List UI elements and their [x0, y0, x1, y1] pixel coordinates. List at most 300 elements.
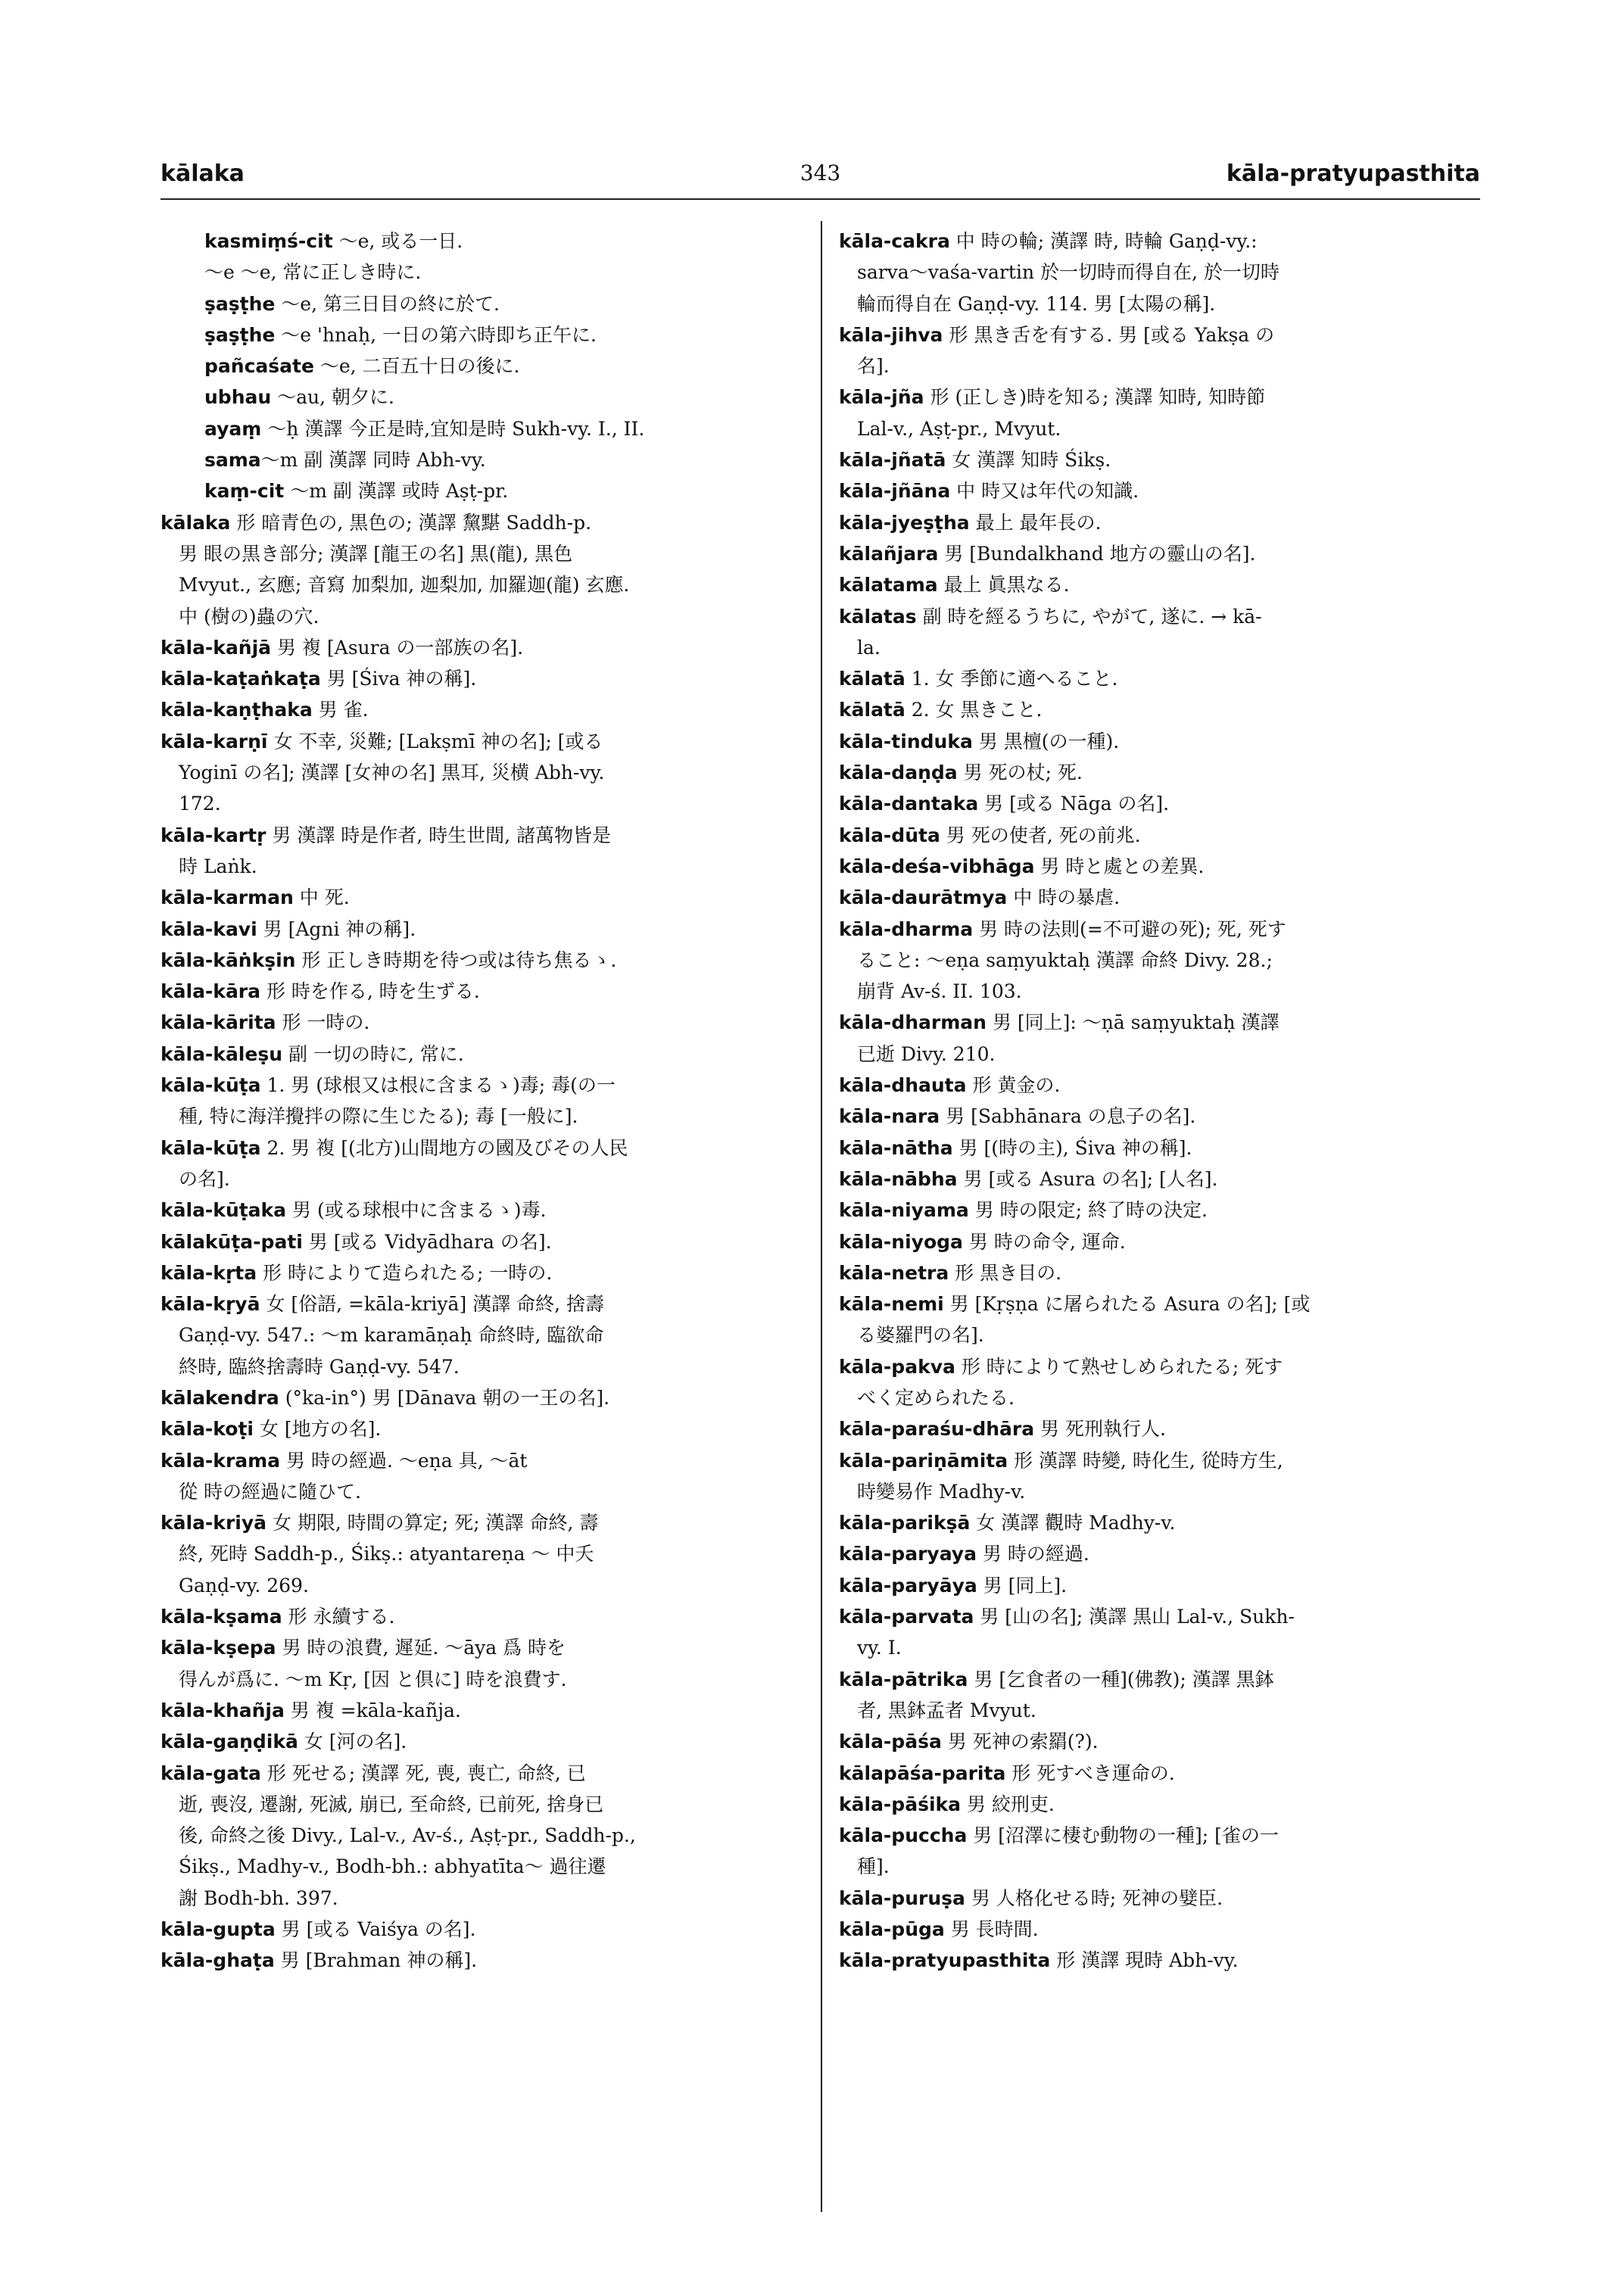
definition-text: 男 複 =kāla-kañja.: [284, 1699, 461, 1721]
dictionary-entry: [161, 694, 808, 725]
definition-text: 〜e 〜e, 常に正しき時に.: [204, 261, 422, 284]
dictionary-entry: [839, 1413, 1482, 1444]
definition-text: 中 (樹の)蟲の穴.: [179, 605, 320, 628]
dictionary-entry: [161, 726, 808, 757]
headword: kāla-nābha: [839, 1167, 958, 1190]
headword: kāla-pakva: [839, 1355, 955, 1378]
headword: kāla-kañjā: [161, 636, 272, 659]
definition-text: 中 時の暴虐.: [1007, 886, 1121, 909]
entry-continuation: [161, 569, 808, 600]
definition-text: 男 人格化せる時; 死神の嬖臣.: [965, 1886, 1223, 1909]
headword: kāla-tinduka: [839, 730, 973, 752]
dictionary-entry: [161, 444, 808, 475]
dictionary-entry: [839, 1538, 1482, 1569]
headword: kāla-kāṅkṣin: [161, 949, 296, 971]
headword: kāla-krama: [161, 1449, 281, 1472]
dictionary-entry: [161, 1914, 808, 1945]
entry-continuation: [839, 1476, 1482, 1507]
dictionary-entry: [161, 1632, 808, 1663]
dictionary-entry: [839, 1570, 1482, 1601]
definition-text: 男 [Brahman 神の稱].: [274, 1949, 478, 1972]
definition-text: 男 絞刑吏.: [961, 1793, 1055, 1815]
definition-text: 最上 眞黒なる.: [937, 574, 1070, 597]
dictionary-entry: [161, 382, 808, 413]
headword: kāla-jña: [839, 386, 924, 409]
definition-text: 男 [或る Nāga の名].: [978, 793, 1170, 815]
headword: kāla-ghaṭa: [161, 1949, 275, 1972]
headword: kāla-cakra: [839, 230, 950, 252]
entry-continuation: [161, 1351, 808, 1382]
header-right-guideword: kāla-pratyupasthita: [1226, 160, 1480, 187]
dictionary-entry: [839, 1507, 1482, 1538]
definition-text: 形 死すべき運命の.: [1005, 1762, 1175, 1784]
headword: kāla-dūta: [839, 824, 940, 846]
headword: kālakūṭa-pati: [161, 1230, 303, 1253]
definition-text: Śikṣ., Madhy-v., Bodh-bh.: abhyatīta〜 過往遷: [179, 1855, 606, 1878]
definition-text: 名].: [857, 355, 890, 378]
definition-text: 男 [或る Asura の名]; [人名].: [957, 1167, 1218, 1190]
dictionary-entry: [839, 1195, 1482, 1226]
dictionary-entry: [161, 1945, 808, 1976]
definition-text: 男 [Śiva 神の稱].: [320, 668, 477, 690]
headword: kāla-paraśu-dhāra: [839, 1418, 1035, 1441]
definition-text: 〜au, 朝夕に.: [271, 386, 394, 409]
definition-text: 形 漢譯 時變, 時化生, 從時方生,: [1008, 1449, 1283, 1472]
headword: kāla-kṣama: [161, 1606, 282, 1628]
dictionary-entry: [161, 1413, 808, 1444]
headword: kāla-gata: [161, 1762, 261, 1784]
dictionary-entry: [161, 976, 808, 1007]
entry-continuation: [161, 1164, 808, 1195]
definition-text: 男 (或る球根中に含まるゝ)毒.: [286, 1199, 547, 1222]
definition-text: 〜m 副 漢譯 或時 Aṣṭ-pr.: [284, 480, 509, 503]
headword: ṣaṣṭhe: [204, 323, 276, 346]
dictionary-entry: [839, 1914, 1482, 1945]
dictionary-entry: [839, 226, 1482, 257]
entry-continuation: [161, 1538, 808, 1569]
definition-text: 女 [地方の名].: [253, 1418, 382, 1441]
definition-text: 男 [同上]: 〜ṇā saṃyuktaḥ 漢譯: [986, 1011, 1280, 1034]
dictionary-entry: [839, 1601, 1482, 1632]
dictionary-entry: [161, 1070, 808, 1101]
dictionary-entry: [161, 475, 808, 506]
definition-text: 男 [Kṛṣṇa に屠られたる Asura の名]; [或: [943, 1293, 1311, 1316]
headword: kāla-kāra: [161, 980, 261, 1003]
entry-continuation: [839, 1632, 1482, 1663]
dictionary-entry: [161, 1195, 808, 1226]
headword: sama: [204, 449, 261, 472]
definition-text: Gaṇḍ-vy. 269.: [179, 1574, 309, 1597]
definition-text: 男 [(時の主), Śiva 神の稱].: [952, 1136, 1192, 1159]
headword: kāla-kūṭa: [161, 1136, 261, 1159]
column-divider: [821, 221, 822, 2212]
definition-text: Lal-v., Aṣṭ-pr., Mvyut.: [857, 417, 1061, 440]
definition-text: 男 [沼澤に棲む動物の一種]; [雀の一: [967, 1824, 1279, 1847]
entry-continuation: [839, 1039, 1482, 1070]
dictionary-entry: [161, 1226, 808, 1257]
header-rule: [161, 198, 1480, 200]
headword: kāla-nātha: [839, 1136, 953, 1159]
definition-text: 時變易作 Madhy-v.: [857, 1480, 1026, 1503]
definition-text: 形 死せる; 漢譯 死, 喪, 喪亡, 命終, 已: [260, 1762, 586, 1784]
headword: kaṃ-cit: [204, 480, 285, 503]
headword: kāla-pūga: [839, 1918, 945, 1941]
definition-text: 〜e, 第三日目の終に於て.: [275, 292, 500, 315]
definition-text: 〜e, 或る一日.: [332, 230, 463, 252]
definition-text: 男 黒檀(の一種).: [972, 730, 1120, 752]
headword: kāla-jñatā: [839, 449, 946, 472]
dictionary-entry: [839, 475, 1482, 506]
definition-text: Mvyut., 玄應; 音寫 加梨加, 迦梨加, 加羅迦(龍) 玄應.: [179, 574, 630, 597]
headword: kāla-dharman: [839, 1011, 987, 1034]
definition-text: 男 漢譯 時是作者, 時生世間, 諸萬物皆是: [266, 824, 612, 846]
headword: kāla-kartṛ: [161, 824, 267, 846]
dictionary-entry: [161, 1507, 808, 1538]
headword: kāla-kūṭaka: [161, 1199, 287, 1222]
headword: ayaṃ: [204, 417, 262, 440]
definition-text: 女 期限, 時間の算定; 死; 漢譯 命終, 壽: [267, 1512, 599, 1534]
dictionary-entry: [839, 694, 1482, 725]
definition-text: sarva〜vaśa-vartin 於一切時而得自在, 於一切時: [857, 261, 1280, 284]
definition-text: 男 時の浪費, 遲延. 〜āya 爲 時を: [276, 1637, 566, 1659]
entry-continuation: [161, 1319, 808, 1351]
headword: kāla-pariṇāmita: [839, 1449, 1008, 1472]
headword: ṣaṣṭhe: [204, 292, 276, 315]
dictionary-entry: [161, 1039, 808, 1070]
dictionary-entry: [161, 945, 808, 976]
headword: kāla-pratyupasthita: [839, 1949, 1051, 1972]
headword: kāla-deśa-vibhāga: [839, 855, 1035, 877]
definition-text: 女 [河の名].: [298, 1731, 407, 1753]
dictionary-entry: [161, 1445, 808, 1476]
dictionary-entry: [161, 1288, 808, 1319]
entry-continuation: [161, 538, 808, 569]
dictionary-entry: [161, 1007, 808, 1038]
headword: kāla-daurātmya: [839, 886, 1008, 909]
dictionary-entry: [839, 1101, 1482, 1132]
definition-text: 1. 男 (球根又は根に含まるゝ)毒; 毒(の一: [260, 1074, 616, 1097]
entry-continuation: [839, 257, 1482, 288]
headword: kāla-paryaya: [839, 1543, 977, 1566]
dictionary-entry: [161, 319, 808, 350]
headword: kāla-paryāya: [839, 1574, 977, 1597]
definition-text: 男 [或る Vaiśya の名].: [275, 1918, 476, 1941]
dictionary-entry: [839, 319, 1482, 350]
definition-text: 男 死の使者, 死の前兆.: [940, 824, 1141, 846]
page-number: 343: [800, 160, 841, 185]
entry-continuation: [839, 632, 1482, 663]
definition-text: 172.: [179, 793, 221, 815]
headword: kāla-dhauta: [839, 1074, 967, 1097]
definition-text: 形 黒き目の.: [949, 1261, 1062, 1284]
dictionary-entry: [161, 663, 808, 694]
definition-text: 中 時又は年代の知識.: [950, 480, 1139, 503]
headword: kālaka: [161, 511, 231, 534]
dictionary-entry: [161, 632, 808, 663]
dictionary-entry: [839, 507, 1482, 538]
dictionary-entry: [161, 1695, 808, 1726]
dictionary-entry: [839, 757, 1482, 788]
headword: kāla-nemi: [839, 1293, 944, 1316]
definition-text: 男 眼の黒き部分; 漢譯 [龍王の名] 黒(龍), 黒色: [179, 542, 573, 565]
left-column: [161, 226, 808, 1977]
headword: kāla-jñāna: [839, 480, 951, 503]
dictionary-entry: [839, 1945, 1482, 1976]
headword: kāla-gaṇḍikā: [161, 1731, 298, 1753]
dictionary-entry: [839, 726, 1482, 757]
definition-text: 男 複 [Asura の一部族の名].: [271, 636, 524, 659]
dictionary-entry: [839, 851, 1482, 882]
headword: kāla-kaṇṭhaka: [161, 699, 313, 721]
definition-text: 男 時と處との差異.: [1034, 855, 1205, 877]
definition-text: 男 [或る Vidyādhara の名].: [302, 1230, 552, 1253]
headword: kāla-puruṣa: [839, 1886, 965, 1909]
definition-text: 〜e 'hnaḥ, 一日の第六時即ち正午に.: [275, 323, 597, 346]
definition-text: べく定められたる.: [857, 1386, 1015, 1409]
definition-text: 已逝 Divy. 210.: [857, 1042, 996, 1065]
entry-continuation: [161, 788, 808, 819]
headword: kāla-karman: [161, 886, 294, 909]
definition-text: 男 時の命令, 運命.: [962, 1230, 1126, 1253]
definition-text: 謝 Bodh-bh. 397.: [179, 1886, 338, 1909]
definition-text: 2. 男 複 [(北方)山間地方の國及びその人民: [260, 1136, 628, 1159]
definition-text: 男 長時間.: [944, 1918, 1039, 1941]
definition-text: 形 (正しき)時を知る; 漢譯 知時, 知時節: [924, 386, 1266, 409]
headword: kāla-kāleṣu: [161, 1042, 283, 1065]
headword: kāla-niyoga: [839, 1230, 963, 1253]
headword: kālapāśa-parita: [839, 1762, 1006, 1784]
definition-text: 〜m 副 漢譯 同時 Abh-vy.: [260, 449, 486, 472]
definition-text: 副 一切の時に, 常に.: [282, 1042, 464, 1065]
headword: kāla-kavi: [161, 918, 257, 940]
entry-continuation: [839, 1382, 1482, 1413]
headword: kāla-kṛyā: [161, 1293, 260, 1316]
definition-text: 得んが爲に. 〜m Kṛ, [因 と倶に] 時を浪費す.: [179, 1668, 567, 1690]
definition-text: 男 [Sabhānara の息子の名].: [940, 1105, 1196, 1128]
entry-continuation: [839, 1319, 1482, 1351]
definition-text: 男 [乞食者の一種](佛教); 漢譯 黒鉢: [968, 1668, 1274, 1690]
definition-text: 種].: [857, 1855, 890, 1878]
definition-text: 從 時の經過に隨ひて.: [179, 1480, 361, 1503]
definition-text: 形 漢譯 現時 Abh-vy.: [1050, 1949, 1239, 1972]
dictionary-entry: [161, 882, 808, 913]
entry-continuation: [839, 288, 1482, 319]
definition-text: 男 [山の名]; 漢譯 黒山 Lal-v., Sukh-: [974, 1606, 1295, 1628]
entry-continuation: [161, 1476, 808, 1507]
definition-text: (°ka-in°) 男 [Dānava 朝の一王の名].: [279, 1386, 610, 1409]
entry-continuation: [161, 257, 808, 288]
definition-text: 女 [俗語, =kāla-kriyā] 漢譯 命終, 捨壽: [260, 1293, 604, 1316]
headword: kāla-kūṭa: [161, 1074, 261, 1097]
headword: kāla-koṭi: [161, 1418, 254, 1441]
headword: kāla-karṇī: [161, 730, 268, 752]
definition-text: 女 漢譯 知時 Śikṣ.: [946, 449, 1111, 472]
headword: kasmiṃś-cit: [204, 230, 333, 252]
headword: kāla-jihva: [839, 323, 943, 346]
headword: kāla-pātrika: [839, 1668, 968, 1690]
headword: kāla-khañja: [161, 1699, 285, 1721]
headword: kālatā: [839, 699, 906, 721]
entry-continuation: [839, 1695, 1482, 1726]
headword: kāla-dharma: [839, 918, 974, 940]
entry-continuation: [839, 945, 1482, 976]
definition-text: 2. 女 黒きこと.: [905, 699, 1043, 721]
dictionary-entry: [161, 1257, 808, 1288]
dictionary-entry: [161, 288, 808, 319]
dictionary-entry: [839, 820, 1482, 851]
definition-text: 終時, 臨終捨壽時 Gaṇḍ-vy. 547.: [179, 1355, 460, 1378]
dictionary-entry: [161, 1132, 808, 1164]
dictionary-entry: [839, 1445, 1482, 1476]
definition-text: 男 雀.: [312, 699, 369, 721]
definition-text: 者, 黒鉢孟者 Mvyut.: [857, 1699, 1036, 1721]
dictionary-entry: [839, 382, 1482, 413]
headword: kāla-pāśika: [839, 1793, 962, 1815]
definition-text: 後, 命終之後 Divy., Lal-v., Av-ś., Aṣṭ-pr., Saddh-p.,: [179, 1824, 636, 1847]
entry-continuation: [161, 1664, 808, 1695]
headword: kāla-gupta: [161, 1918, 276, 1941]
definition-text: 形 暗青色の, 黒色の; 漢譯 黧黮 Saddh-p.: [230, 511, 592, 534]
definition-text: 〜e, 二百五十日の後に.: [313, 355, 520, 378]
headword: kāla-kriyā: [161, 1512, 267, 1534]
dictionary-entry: [161, 914, 808, 945]
dictionary-entry: [161, 820, 808, 851]
dictionary-entry: [839, 1820, 1482, 1851]
definition-text: 男 時の限定; 終了時の決定.: [968, 1199, 1208, 1222]
page-header: [161, 160, 1480, 203]
definition-text: 形 正しき時期を待つ或は待ち焦るゝ.: [295, 949, 617, 971]
definition-text: vy. I.: [857, 1637, 902, 1659]
headword: kāla-parvata: [839, 1606, 974, 1628]
definition-text: 女 不幸, 災難; [Lakṣmī 神の名]; [或る: [267, 730, 603, 752]
dictionary-entry: [161, 1758, 808, 1789]
headword: ubhau: [204, 386, 272, 409]
headword: pañcaśate: [204, 355, 314, 378]
dictionary-entry: [839, 1007, 1482, 1038]
headword: kālatā: [839, 668, 906, 690]
headword: kāla-kaṭaṅkaṭa: [161, 668, 321, 690]
dictionary-entry: [839, 1226, 1482, 1257]
entry-continuation: [161, 1820, 808, 1851]
headword: kāla-kṣepa: [161, 1637, 276, 1659]
dictionary-entry: [839, 1070, 1482, 1101]
definition-text: の名].: [179, 1167, 230, 1190]
definition-text: Gaṇḍ-vy. 547.: 〜m karamāṇaḥ 命終時, 臨欲命: [179, 1324, 604, 1347]
definition-text: 形 時によりて造られたる; 一時の.: [257, 1261, 553, 1284]
definition-text: 〜ḥ 漢譯 今正是時,宜知是時 Sukh-vy. I., II.: [261, 417, 645, 440]
definition-text: 中 時の輪; 漢譯 時, 時輪 Gaṇḍ-vy.:: [949, 230, 1258, 252]
definition-text: 男 時の法則(=不可避の死); 死, 死す: [973, 918, 1286, 940]
dictionary-entry: [161, 507, 808, 538]
dictionary-entry: [839, 788, 1482, 819]
definition-text: 最上 最年長の.: [969, 511, 1102, 534]
dictionary-entry: [839, 1726, 1482, 1757]
headword: kālañjara: [839, 542, 939, 565]
headword: kāla-puccha: [839, 1824, 968, 1847]
dictionary-entry: [161, 1382, 808, 1413]
definition-text: ること: 〜eṇa saṃyuktaḥ 漢譯 命終 Divy. 28.;: [857, 949, 1273, 971]
headword: kāla-parikṣā: [839, 1512, 971, 1534]
entry-continuation: [839, 1851, 1482, 1882]
dictionary-entry: [839, 1257, 1482, 1288]
entry-continuation: [161, 1851, 808, 1882]
definition-text: la.: [857, 636, 881, 659]
entry-continuation: [839, 976, 1482, 1007]
headword: kāla-netra: [839, 1261, 949, 1284]
entry-continuation: [161, 1789, 808, 1820]
dictionary-entry: [839, 1758, 1482, 1789]
definition-text: 男 時の經過. 〜eṇa 具, 〜āt: [280, 1449, 528, 1472]
dictionary-entry: [839, 538, 1482, 569]
entry-continuation: [161, 1101, 808, 1132]
dictionary-entry: [839, 663, 1482, 694]
definition-text: 終, 死時 Saddh-p., Śikṣ.: atyantareṇa 〜 中夭: [179, 1543, 594, 1566]
definition-text: 逝, 喪沒, 遷謝, 死滅, 崩已, 至命終, 已前死, 捨身已: [179, 1793, 604, 1815]
dictionary-entry: [161, 1601, 808, 1632]
entry-continuation: [161, 851, 808, 882]
definition-text: 形 黄金の.: [966, 1074, 1061, 1097]
definition-text: 女 漢譯 觀時 Madhy-v.: [970, 1512, 1176, 1534]
entry-continuation: [161, 1570, 808, 1601]
entry-continuation: [839, 350, 1482, 382]
dictionary-entry: [839, 1164, 1482, 1195]
definition-text: 崩背 Av-ś. II. 103.: [857, 980, 1022, 1003]
definition-text: る婆羅門の名].: [857, 1324, 984, 1347]
entry-continuation: [161, 757, 808, 788]
dictionary-entry: [839, 1789, 1482, 1820]
definition-text: 男 時の經過.: [976, 1543, 1089, 1566]
headword: kālatas: [839, 605, 917, 628]
dictionary-entry: [839, 1288, 1482, 1319]
headword: kāla-kṛta: [161, 1261, 257, 1284]
entry-continuation: [161, 601, 808, 632]
definition-text: 男 死刑執行人.: [1034, 1418, 1166, 1441]
headword: kāla-jyeṣṭha: [839, 511, 970, 534]
entry-continuation: [161, 1883, 808, 1914]
definition-text: 副 時を經るうちに, やがて, 遂に. → kā-: [916, 605, 1262, 628]
definition-text: 中 死.: [293, 886, 350, 909]
definition-text: 男 死神の索羂(?).: [941, 1731, 1099, 1753]
definition-text: 時 Laṅk.: [179, 855, 257, 877]
definition-text: 輪而得自在 Gaṇḍ-vy. 114. 男 [太陽の稱].: [857, 292, 1216, 315]
dictionary-entry: [839, 1132, 1482, 1164]
dictionary-entry: [839, 569, 1482, 600]
headword: kāla-niyama: [839, 1199, 969, 1222]
dictionary-entry: [839, 1664, 1482, 1695]
headword: kāla-pāśa: [839, 1731, 942, 1753]
headword: kālakendra: [161, 1386, 279, 1409]
dictionary-entry: [839, 1351, 1482, 1382]
dictionary-entry: [839, 914, 1482, 945]
definition-text: 種, 特に海洋攪拌の際に生じたる); 毒 [一般に].: [179, 1105, 578, 1128]
dictionary-entry: [161, 413, 808, 444]
definition-text: 男 [Bundalkhand 地方の靈山の名].: [938, 542, 1256, 565]
definition-text: 形 一時の.: [276, 1011, 370, 1034]
entry-continuation: [839, 413, 1482, 444]
dictionary-entry: [161, 350, 808, 382]
definition-text: 男 死の杖; 死.: [957, 762, 1083, 784]
dictionary-entry: [839, 444, 1482, 475]
definition-text: 形 黒き舌を有する. 男 [或る Yakṣa の: [943, 323, 1275, 346]
definition-text: 男 [Agni 神の稱].: [257, 918, 416, 940]
definition-text: 形 時によりて熟せしめられたる; 死す: [955, 1355, 1283, 1378]
headword: kāla-nara: [839, 1105, 940, 1128]
headword: kāla-dantaka: [839, 793, 979, 815]
definition-text: 形 永續する.: [282, 1606, 395, 1628]
dictionary-entry: [839, 1883, 1482, 1914]
definition-text: 男 [同上].: [977, 1574, 1068, 1597]
dictionary-entry: [161, 1726, 808, 1757]
